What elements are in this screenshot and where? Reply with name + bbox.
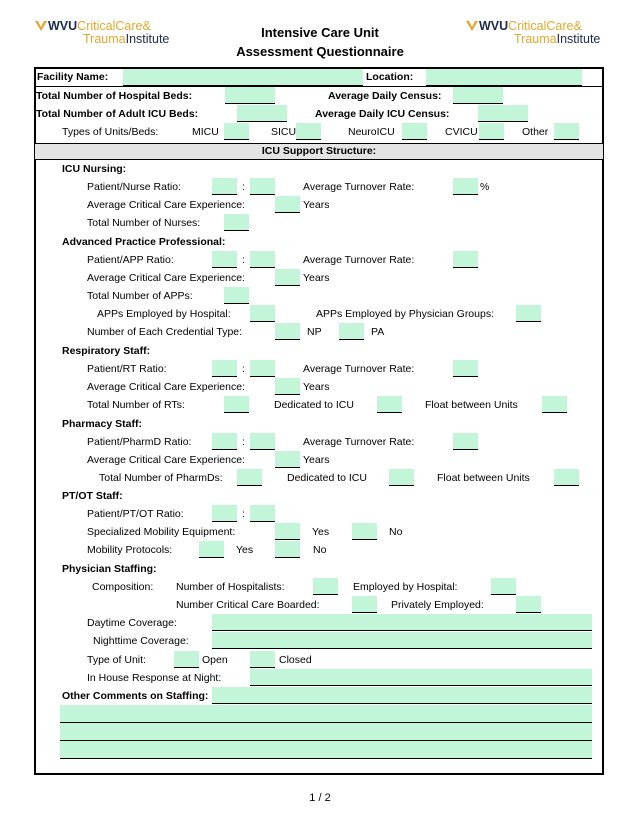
mobility-protocols-label: Mobility Protocols: xyxy=(87,544,173,556)
logo-institute-text: Institute xyxy=(125,32,170,46)
ratio-separator: : xyxy=(242,363,245,375)
divider xyxy=(35,86,603,87)
app-heading: Advanced Practice Professional: xyxy=(62,236,226,248)
total-nurses-label: Total Number of Nurses: xyxy=(87,217,201,229)
ptot-ratio-therapist-field[interactable] xyxy=(250,505,275,522)
apps-physician-field[interactable] xyxy=(516,305,541,322)
apps-physician-label: APPs Employed by Physician Groups: xyxy=(316,308,494,320)
adult-icu-beds-label: Total Number of Adult ICU Beds: xyxy=(36,108,199,120)
rt-ratio-patient-field[interactable] xyxy=(212,360,237,377)
hospital-beds-field[interactable] xyxy=(225,87,275,104)
years-label: Years xyxy=(303,454,330,466)
rt-float-field[interactable] xyxy=(542,396,567,413)
nursing-heading: ICU Nursing: xyxy=(62,163,127,175)
unit-types-label: Types of Units/Beds: xyxy=(62,126,159,138)
location-label: Location: xyxy=(366,71,414,83)
neuroicu-field[interactable] xyxy=(402,123,427,140)
ratio-separator: : xyxy=(242,508,245,520)
total-apps-label: Total Number of APPs: xyxy=(87,290,193,302)
comments-line-3[interactable] xyxy=(60,723,592,741)
pharmd-float-field[interactable] xyxy=(554,469,579,486)
neuroicu-label: NeuroICU xyxy=(348,126,395,138)
cc-boarded-field[interactable] xyxy=(352,596,377,613)
pharmd-turnover-label: Average Turnover Rate: xyxy=(303,436,415,448)
app-turnover-label: Average Turnover Rate: xyxy=(303,254,415,266)
ptot-heading: PT/OT Staff: xyxy=(62,490,123,502)
years-label: Years xyxy=(303,199,330,211)
pharm-heading: Pharmacy Staff: xyxy=(62,418,142,430)
percent-sign: % xyxy=(480,181,490,193)
micu-label: MICU xyxy=(192,126,219,138)
cc-boarded-label: Number Critical Care Boarded: xyxy=(176,599,320,611)
app-ratio-patient-field[interactable] xyxy=(212,251,237,268)
other-label: Other xyxy=(522,126,549,138)
rt-experience-field[interactable] xyxy=(275,378,300,395)
nurse-experience-field[interactable] xyxy=(275,196,300,213)
rt-ratio-label: Patient/RT Ratio: xyxy=(87,363,167,375)
logo-ampersand: & xyxy=(142,19,151,33)
cvicu-field[interactable] xyxy=(479,123,504,140)
ptot-ratio-patient-field[interactable] xyxy=(212,505,237,522)
physician-heading: Physician Staffing: xyxy=(62,563,157,575)
total-rts-field[interactable] xyxy=(224,396,249,413)
hospitalists-label: Number of Hospitalists: xyxy=(176,581,285,593)
app-experience-field[interactable] xyxy=(275,269,300,286)
employed-hospital-field[interactable] xyxy=(491,578,516,595)
logo-institute-text: Institute xyxy=(556,32,601,46)
nurse-turnover-label: Average Turnover Rate: xyxy=(303,181,415,193)
np-field[interactable] xyxy=(275,323,300,340)
np-label: NP xyxy=(307,326,322,338)
daily-census-field[interactable] xyxy=(453,87,503,104)
unit-open-field[interactable] xyxy=(174,651,199,668)
employed-hospital-label: Employed by Hospital: xyxy=(353,581,458,593)
pharmd-experience-field[interactable] xyxy=(275,451,300,468)
nurse-ratio-label: Patient/Nurse Ratio: xyxy=(87,181,181,193)
sicu-label: SICU xyxy=(271,126,297,138)
hospital-beds-label: Total Number of Hospital Beds: xyxy=(36,90,193,102)
privately-employed-label: Privately Employed: xyxy=(391,599,484,611)
ratio-separator: : xyxy=(242,181,245,193)
logo-critical-care-text: CriticalCare xyxy=(77,19,143,33)
unit-open-label: Open xyxy=(202,654,228,666)
nurse-ratio-patient-field[interactable] xyxy=(212,178,237,195)
protocols-yes-label: Yes xyxy=(236,544,254,556)
protocols-yes-field[interactable] xyxy=(199,541,224,558)
location-field[interactable] xyxy=(426,69,582,86)
micu-field[interactable] xyxy=(224,123,249,140)
unit-closed-label: Closed xyxy=(279,654,312,666)
unit-type-label: Type of Unit: xyxy=(87,654,146,666)
nurse-ratio-nurse-field[interactable] xyxy=(250,178,275,195)
comments-line-1[interactable] xyxy=(212,687,592,704)
total-pharmds-field[interactable] xyxy=(237,469,262,486)
daily-census-label: Average Daily Census: xyxy=(328,90,442,102)
composition-label: Composition: xyxy=(92,581,154,593)
app-ratio-app-field[interactable] xyxy=(250,251,275,268)
protocols-no-field[interactable] xyxy=(275,541,300,558)
hospitalists-field[interactable] xyxy=(313,578,338,595)
daily-icu-census-label: Average Daily ICU Census: xyxy=(315,108,450,120)
ratio-separator: : xyxy=(242,254,245,266)
total-apps-field[interactable] xyxy=(224,287,249,304)
support-structure-heading: ICU Support Structure: xyxy=(35,143,603,160)
rt-turnover-field[interactable] xyxy=(453,360,478,377)
comments-heading: Other Comments on Staffing: xyxy=(62,690,209,702)
unit-closed-field[interactable] xyxy=(250,651,275,668)
total-pharmds-label: Total Number of PharmDs: xyxy=(99,472,223,484)
rt-ratio-rt-field[interactable] xyxy=(250,360,275,377)
facility-name-field[interactable] xyxy=(123,69,363,86)
total-rts-label: Total Number of RTs: xyxy=(87,399,185,411)
facility-name-label: Facility Name: xyxy=(37,71,109,83)
nighttime-coverage-label: Nighttime Coverage: xyxy=(93,635,189,647)
mobility-equipment-label: Specialized Mobility Equipment: xyxy=(87,526,236,538)
cvicu-label: CVICU xyxy=(445,126,478,138)
page-title: Intensive Care Unit xyxy=(261,25,379,40)
daytime-coverage-field[interactable] xyxy=(212,614,592,631)
pharmd-dedicated-field[interactable] xyxy=(389,469,414,486)
nurse-experience-label: Average Critical Care Experience: xyxy=(87,199,245,211)
pharmd-float-label: Float between Units xyxy=(437,472,530,484)
app-turnover-field[interactable] xyxy=(453,251,478,268)
pharmd-ratio-label: Patient/PharmD Ratio: xyxy=(87,436,192,448)
app-experience-label: Average Critical Care Experience: xyxy=(87,272,245,284)
logo-wvu-text: WVU xyxy=(479,19,509,33)
in-house-label: In House Response at Night: xyxy=(87,672,222,684)
daytime-coverage-label: Daytime Coverage: xyxy=(87,617,177,629)
logo-ampersand: & xyxy=(573,19,582,33)
logo-critical-care-text: CriticalCare xyxy=(508,19,574,33)
privately-employed-field[interactable] xyxy=(516,596,541,613)
equipment-yes-field[interactable] xyxy=(275,523,300,540)
rt-experience-label: Average Critical Care Experience: xyxy=(87,381,245,393)
ptot-ratio-label: Patient/PT/OT Ratio: xyxy=(87,508,184,520)
equipment-no-label: No xyxy=(389,526,403,538)
credential-label: Number of Each Credential Type: xyxy=(87,326,243,338)
rt-dedicated-label: Dedicated to ICU xyxy=(274,399,354,411)
rt-dedicated-field[interactable] xyxy=(377,396,402,413)
years-label: Years xyxy=(303,381,330,393)
pharmd-ratio-pharmd-field[interactable] xyxy=(250,433,275,450)
page-number: 1 / 2 xyxy=(309,792,331,804)
page-subtitle: Assessment Questionnaire xyxy=(236,44,404,59)
daily-icu-census-field[interactable] xyxy=(478,105,528,122)
ratio-separator: : xyxy=(242,436,245,448)
apps-hospital-field[interactable] xyxy=(250,305,275,322)
protocols-no-label: No xyxy=(313,544,327,556)
pharmd-ratio-patient-field[interactable] xyxy=(212,433,237,450)
nurse-turnover-field[interactable] xyxy=(453,178,478,195)
apps-hospital-label: APPs Employed by Hospital: xyxy=(97,308,231,320)
pharmd-experience-label: Average Critical Care Experience: xyxy=(87,454,245,466)
rt-turnover-label: Average Turnover Rate: xyxy=(303,363,415,375)
equipment-yes-label: Yes xyxy=(312,526,330,538)
resp-heading: Respiratory Staff: xyxy=(62,345,151,357)
pa-field[interactable] xyxy=(339,323,364,340)
logo-trauma-text: Trauma xyxy=(83,32,126,46)
rt-float-label: Float between Units xyxy=(425,399,518,411)
logo-trauma-text: Trauma xyxy=(514,32,557,46)
pharmd-dedicated-label: Dedicated to ICU xyxy=(287,472,367,484)
nighttime-coverage-field[interactable] xyxy=(212,632,592,649)
adult-icu-beds-field[interactable] xyxy=(237,105,287,122)
app-ratio-label: Patient/APP Ratio: xyxy=(87,254,174,266)
in-house-field[interactable] xyxy=(250,669,592,686)
pa-label: PA xyxy=(371,326,385,338)
comments-line-4[interactable] xyxy=(60,741,592,759)
sicu-field[interactable] xyxy=(296,123,321,140)
total-nurses-field[interactable] xyxy=(224,214,249,231)
other-field[interactable] xyxy=(554,123,579,140)
years-label: Years xyxy=(303,272,330,284)
pharmd-turnover-field[interactable] xyxy=(453,433,478,450)
equipment-no-field[interactable] xyxy=(352,523,377,540)
logo-wvu-text: WVU xyxy=(48,19,78,33)
comments-line-2[interactable] xyxy=(60,705,592,723)
